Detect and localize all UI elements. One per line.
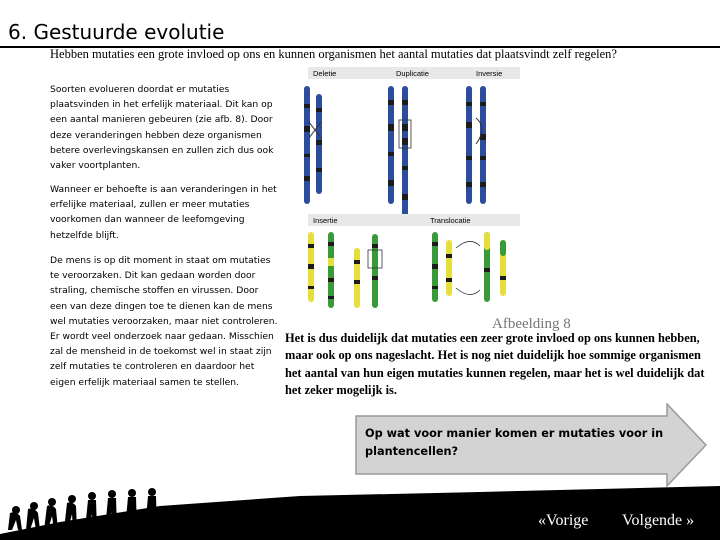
next-link[interactable]: Volgende » <box>622 512 695 529</box>
chromosome-translocation-left <box>432 232 452 302</box>
label-translocation: Translocatie <box>430 216 471 225</box>
chromosome-duplication-right <box>399 86 411 218</box>
chromosome-translocation-right <box>456 232 506 302</box>
label-inversion: Inversie <box>476 69 503 78</box>
paragraph-human-mutations: De mens is op dit moment in staat om mutaties te veroorzaken. Dit kan gedaan worden door straling, chemische stoffen en virussen. Door een van deze dingen toe te dienen kan de mens wel mutaties veroorzaken, maar niet controleren. Er wordt veel onderzoek naar gedaan. Misschien zal de mensheid in de toekomst wel in staat zijn zelf mutaties te controleren en daardoor het eigen erfelijk materiaal samen te stellen. <box>50 255 278 388</box>
chromosome-deletion-right <box>309 94 322 194</box>
label-bar-bottom <box>308 214 520 226</box>
evolution-silhouettes <box>0 486 720 540</box>
paragraph-mutations: Soorten evolueren doordat er mutaties plaatsvinden in het erfelijk materiaal. Dit kan op een aantal manieren gebeuren (zie afb. 8). Door deze veranderingen hebben deze organismen betere overlevingskansen en zullen zich dus ook vaker voortplanten. <box>50 84 274 172</box>
chromosome-insertion-yellow <box>308 232 314 302</box>
chromosome-deletion-left <box>304 86 310 204</box>
conclusion-text: Het is dus duidelijk dat mutaties een zeer grote invloed op ons kunnen hebben, maar ook op ons nageslacht. Het is nog niet duidelijk hoe sommige organismen het aantal van hun eigen mutaties kunnen regelen, maar het is wel duidelijk dat het zeker mogelijk is. <box>285 331 705 398</box>
arrow-question: Op wat voor manier komen er mutaties voor in plantencellen? <box>365 427 664 458</box>
label-deletion: Deletie <box>313 69 337 78</box>
label-duplication: Duplicatie <box>396 69 429 78</box>
previous-link[interactable]: «Vorige <box>538 512 589 529</box>
chromosome-inversion-left <box>466 86 472 204</box>
chromosome-inversion-right <box>476 86 486 204</box>
chromosome-mutation-diagram <box>288 64 524 314</box>
slide-subtitle: Hebben mutaties een grote invloed op ons en kunnen organismen het aantal mutaties dat plaatsvindt zelf regelen? <box>50 47 617 61</box>
label-insertion: Insertie <box>313 216 338 225</box>
figure-caption: Afbeelding 8 <box>492 316 571 332</box>
chromosome-duplication-left <box>388 86 394 204</box>
paragraph-need-for-change: Wanneer er behoefte is aan veranderingen in het erfelijke materiaal, zullen er meer mutaties voorkomen dan wanneer de leefomgeving hetzelfde blijft. <box>50 184 277 241</box>
evolution-footer <box>0 486 720 540</box>
slide-title: 6. Gestuurde evolutie <box>8 20 225 44</box>
chromosome-insertion-result <box>354 234 382 308</box>
chromosome-insertion-green <box>328 232 334 308</box>
chromosome-mutation-figure <box>288 64 524 314</box>
